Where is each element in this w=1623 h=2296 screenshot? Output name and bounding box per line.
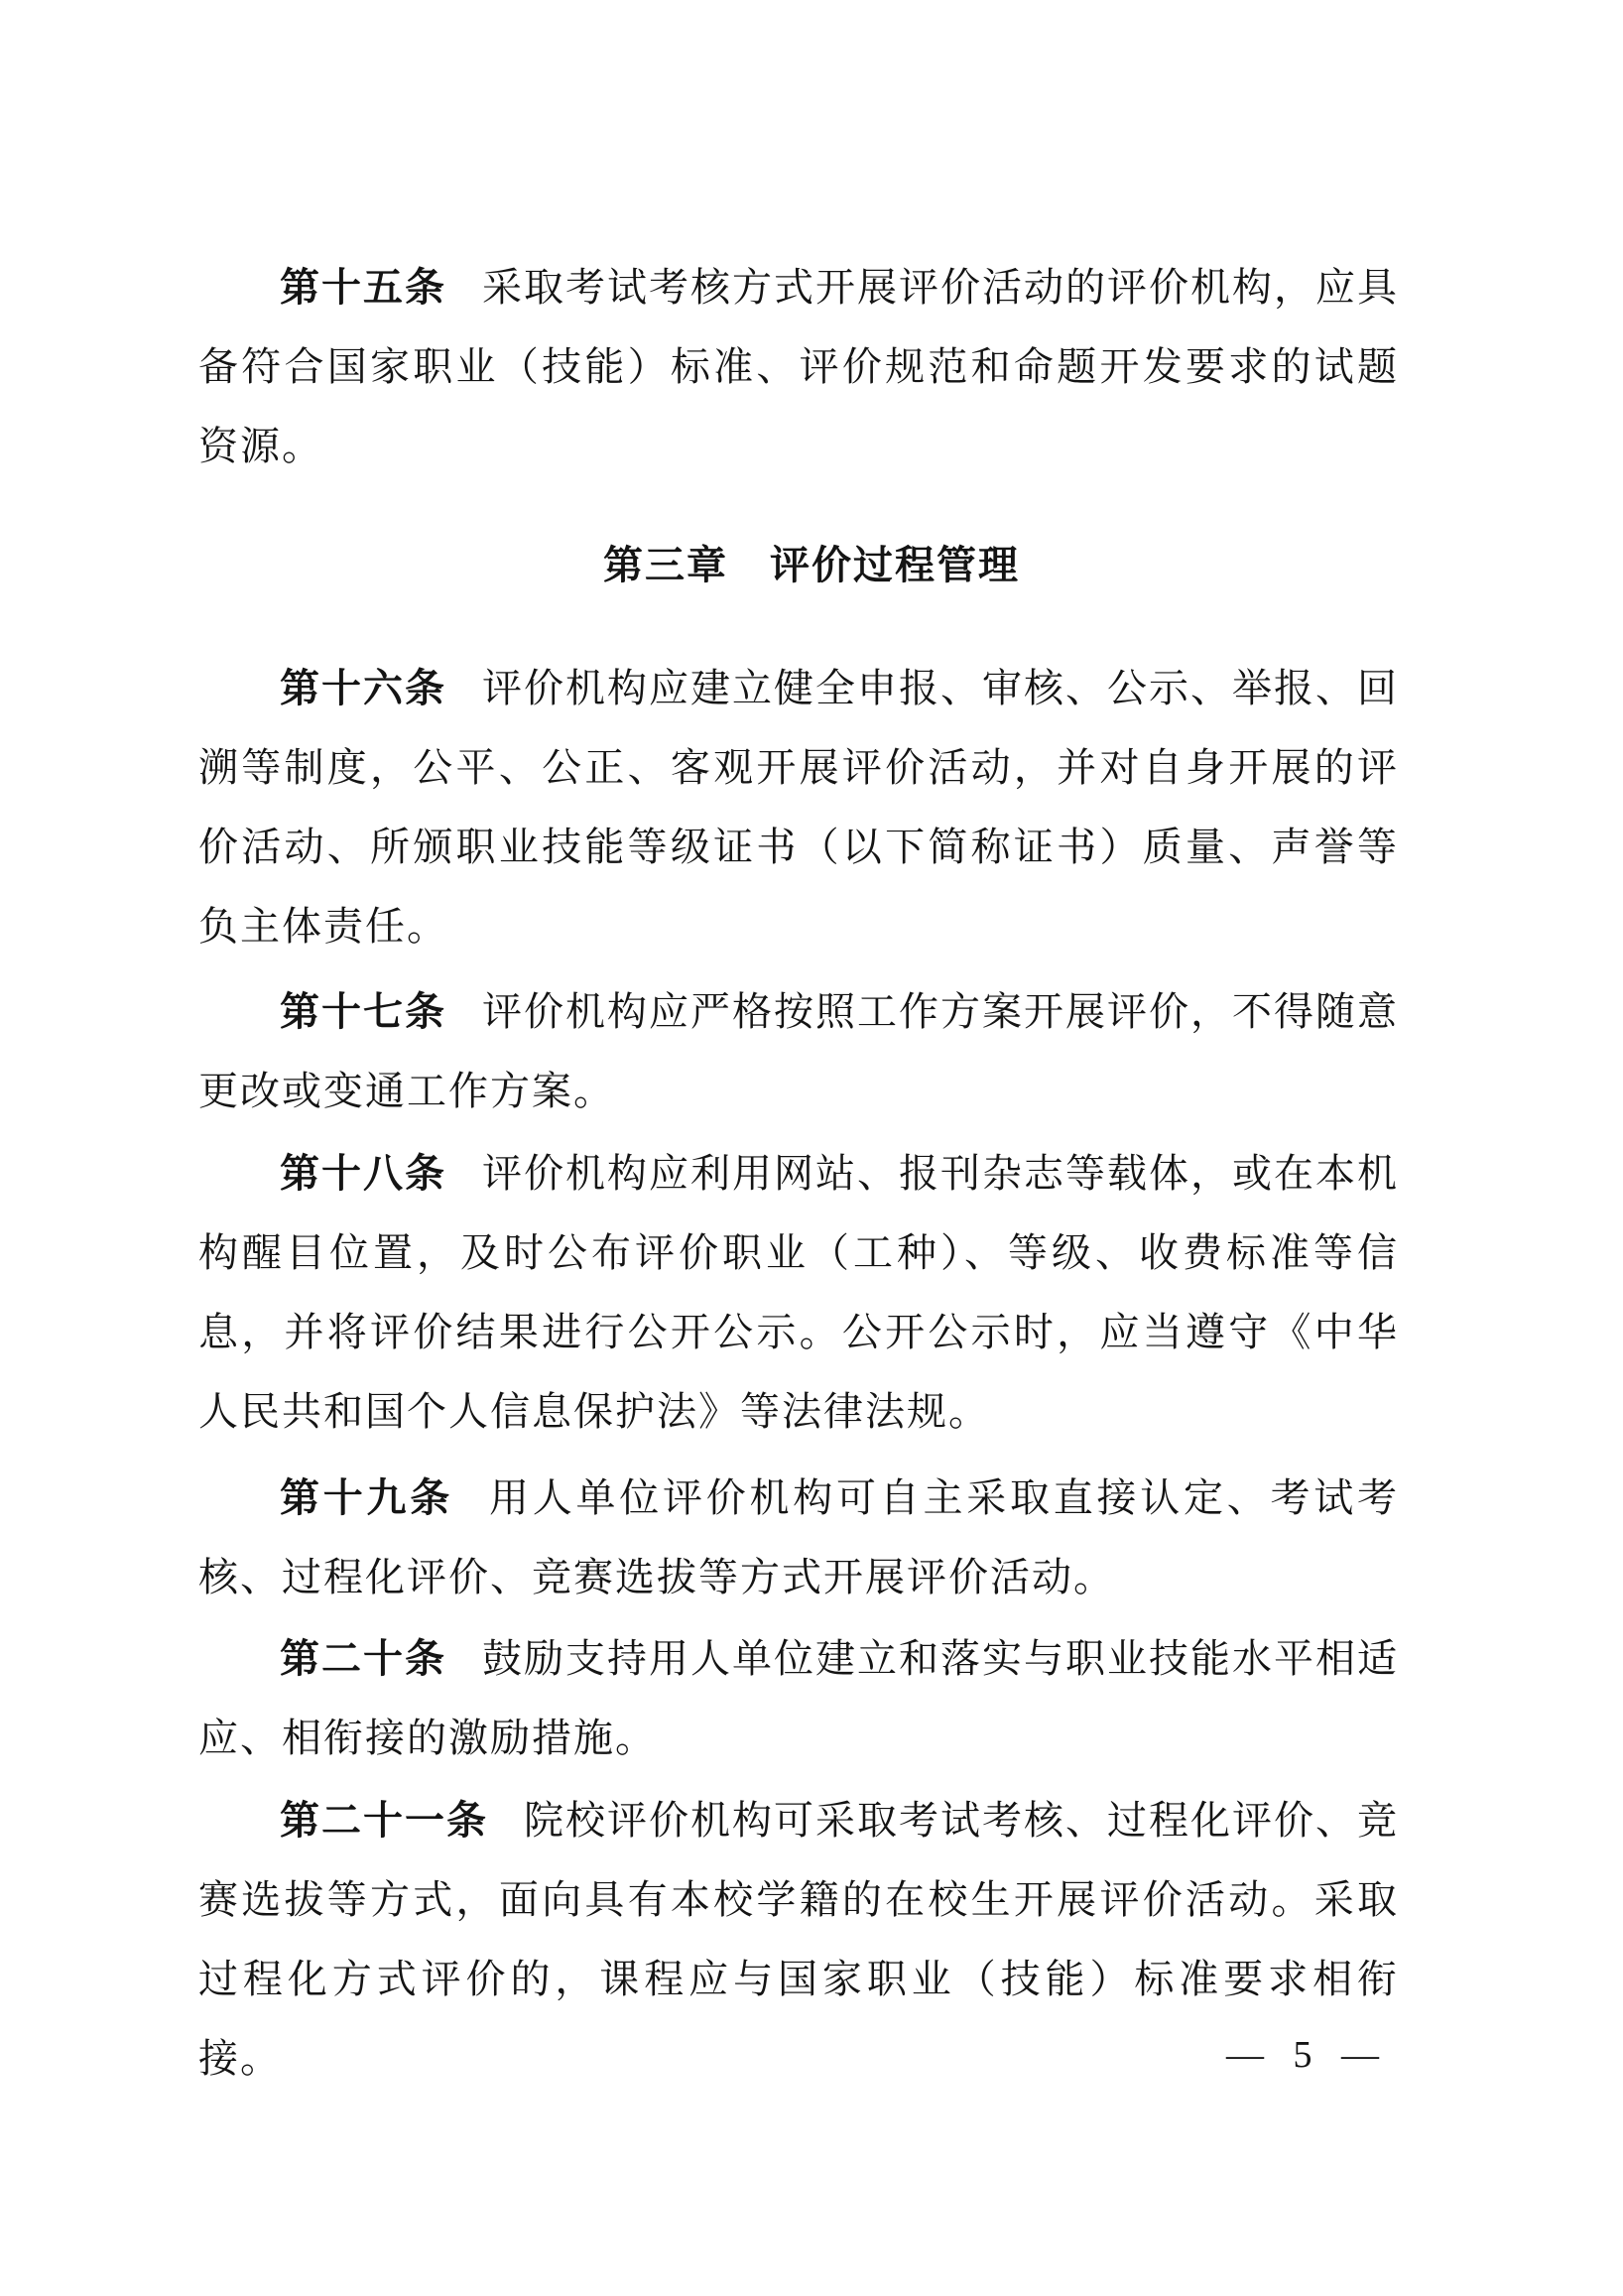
article-15-label: 第十五条 [280,265,446,311]
article-19-label: 第十九条 [280,1475,453,1521]
page-number: — 5 — [1226,2034,1389,2076]
article-20-text: 鼓励支持用人单位建立和落实与职业技能水平相适应、相衔接的激励措施。 [198,1636,1399,1761]
article-21-label: 第二十一条 [280,1798,488,1844]
article-18 [198,1134,1399,1452]
article-20-label: 第二十条 [280,1636,446,1682]
chapter-title: 评价过程管理 [770,543,1020,588]
article-16-text: 评价机构应建立健全申报、审核、公示、举报、回溯等制度，公平、公正、客观开展评价活动，并对自身开展的评价活动、所颁职业技能等级证书（以下简称证书）质量、声誉等负主体责任。 [198,666,1399,950]
article-21 [198,1781,1399,2099]
article-17-text: 评价机构应严格按照工作方案开展评价，不得随意更改或变通工作方案。 [198,989,1399,1114]
article-20 [198,1619,1399,1778]
article-15-text: 采取考试考核方式开展评价活动的评价机构，应具备符合国家职业（技能）标准、评价规范和命题开发要求的试题资源。 [198,265,1399,469]
chapter-heading [0,536,1623,595]
chapter-number: 第三章 [603,543,728,588]
article-17 [198,972,1399,1131]
article-17-label: 第十七条 [280,989,446,1035]
article-18-text: 评价机构应利用网站、报刊杂志等载体，或在本机构醒目位置，及时公布评价职业（工种）、等级、收费标准等信息，并将评价结果进行公开公示。公开公示时，应当遵守《中华人民共和国个人信息保护法》等法律法规。 [198,1151,1399,1435]
article-21-text: 院校评价机构可采取考试考核、过程化评价、竞赛选拔等方式，面向具有本校学籍的在校生开展评价活动。采取过程化方式评价的，课程应与国家职业（技能）标准要求相衔接。 [198,1798,1399,2082]
article-16 [198,649,1399,966]
article-16-label: 第十六条 [280,666,446,711]
article-19 [198,1459,1399,1617]
article-15 [198,248,1399,486]
article-19-text: 用人单位评价机构可自主采取直接认定、考试考核、过程化评价、竞赛选拔等方式开展评价活动。 [198,1475,1399,1600]
article-18-label: 第十八条 [280,1151,446,1197]
